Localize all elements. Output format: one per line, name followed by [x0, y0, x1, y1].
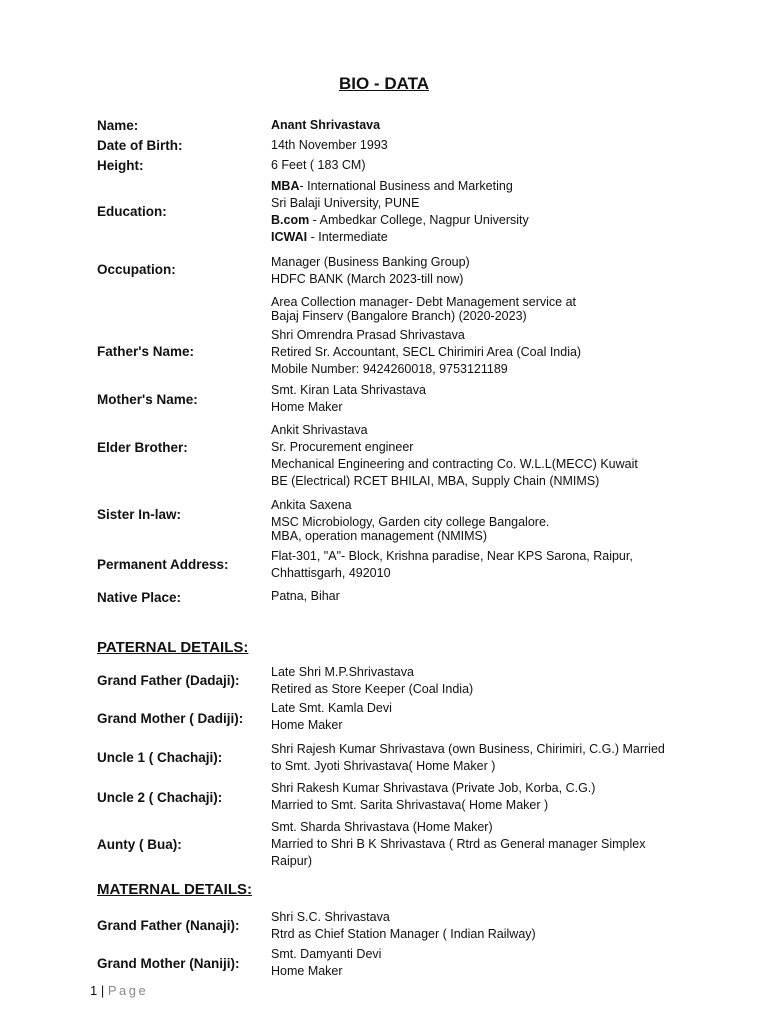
maternal-grandfather-label: Grand Father (Nanaji): — [97, 918, 240, 933]
page-word: Page — [107, 983, 149, 998]
father-label: Father's Name: — [97, 344, 194, 359]
paternal-grandfather-value: Late Shri M.P.Shrivastava Retired as Store Keeper (Coal India) — [271, 665, 474, 696]
dob-value: 14th November 1993 — [271, 138, 388, 152]
education-label: Education: — [97, 204, 167, 219]
maternal-grandmother-label: Grand Mother (Naniji): — [97, 956, 240, 971]
education-value — [271, 178, 529, 246]
paternal-grandmother-label: Grand Mother ( Dadiji): — [97, 711, 244, 726]
aunty-value: Smt. Sharda Shrivastava (Home Maker) Married to Shri B K Shrivastava ( Rtrd as General manager Simplex Raipur) — [271, 820, 646, 868]
dob-label: Date of Birth: — [97, 138, 183, 153]
maternal-grandmother-value: Smt. Damyanti Devi Home Maker — [271, 947, 382, 978]
education-line: MBA- International Business and Marketing — [271, 179, 513, 193]
sister-value: Ankita Saxena MSC Microbiology, Garden city college Bangalore. MBA, operation management (NMIMS) — [271, 498, 550, 543]
aunty-label: Aunty ( Bua): — [97, 837, 182, 852]
height-value: 6 Feet ( 183 CM) — [271, 158, 366, 172]
native-value: Patna, Bihar — [271, 589, 340, 603]
maternal-grandfather-value: Shri S.C. Shrivastava Rtrd as Chief Station Manager ( Indian Railway) — [271, 910, 536, 941]
sister-label: Sister In-law: — [97, 507, 182, 522]
page-separator: | — [97, 983, 108, 998]
document-title: BIO - DATA — [338, 74, 430, 93]
occupation-label: Occupation: — [97, 262, 176, 277]
uncle2-value: Shri Rakesh Kumar Shrivastava (Private Job, Korba, C.G.) Married to Smt. Sarita Shrivastava( Home Maker ) — [271, 781, 596, 812]
brother-value: Ankit Shrivastava Sr. Procurement engineer Mechanical Engineering and contracting Co. W.L.L(MECC) Kuwait BE (Electrical) RCET BHILAI, MBA, Supply Chain (NMIMS) — [271, 423, 638, 488]
paternal-grandfather-label: Grand Father (Dadaji): — [97, 673, 240, 688]
native-label: Native Place: — [97, 590, 182, 605]
name-label: Name: — [97, 118, 139, 133]
occupation-value: Manager (Business Banking Group) HDFC BANK (March 2023-till now) — [271, 255, 470, 286]
education-line: B.com - Ambedkar College, Nagpur University — [271, 213, 529, 227]
paternal-grandmother-value: Late Smt. Kamla Devi Home Maker — [271, 701, 392, 732]
education-line: ICWAI - Intermediate — [271, 230, 388, 244]
height-label: Height: — [97, 158, 144, 173]
address-label: Permanent Address: — [97, 557, 229, 572]
page-footer — [90, 983, 148, 998]
maternal-heading: MATERNAL DETAILS: — [97, 881, 252, 898]
paternal-heading: PATERNAL DETAILS: — [97, 639, 249, 656]
page-number: 1 — [90, 983, 98, 998]
mother-value: Smt. Kiran Lata Shrivastava Home Maker — [271, 383, 426, 414]
brother-label: Elder Brother: — [97, 440, 188, 455]
name-value: Anant Shrivastava — [271, 118, 381, 132]
uncle1-value: Shri Rajesh Kumar Shrivastava (own Business, Chirimiri, C.G.) Married to Smt. Jyoti Shrivastava( Home Maker ) — [271, 742, 665, 773]
address-value: Flat-301, "A"- Block, Krishna paradise, Near KPS Sarona, Raipur, Chhattisgarh, 492010 — [271, 549, 633, 580]
uncle1-label: Uncle 1 ( Chachaji): — [97, 750, 223, 765]
uncle2-label: Uncle 2 ( Chachaji): — [97, 790, 223, 805]
previous-occupation-value: Area Collection manager- Debt Management service at Bajaj Finserv (Bangalore Branch) (2020-2023) — [271, 295, 577, 323]
education-line: Sri Balaji University, PUNE — [271, 196, 420, 210]
father-value: Shri Omrendra Prasad Shrivastava Retired Sr. Accountant, SECL Chirimiri Area (Coal India) Mobile Number: 9424260018, 9753121189 — [271, 328, 582, 376]
mother-label: Mother's Name: — [97, 392, 198, 407]
